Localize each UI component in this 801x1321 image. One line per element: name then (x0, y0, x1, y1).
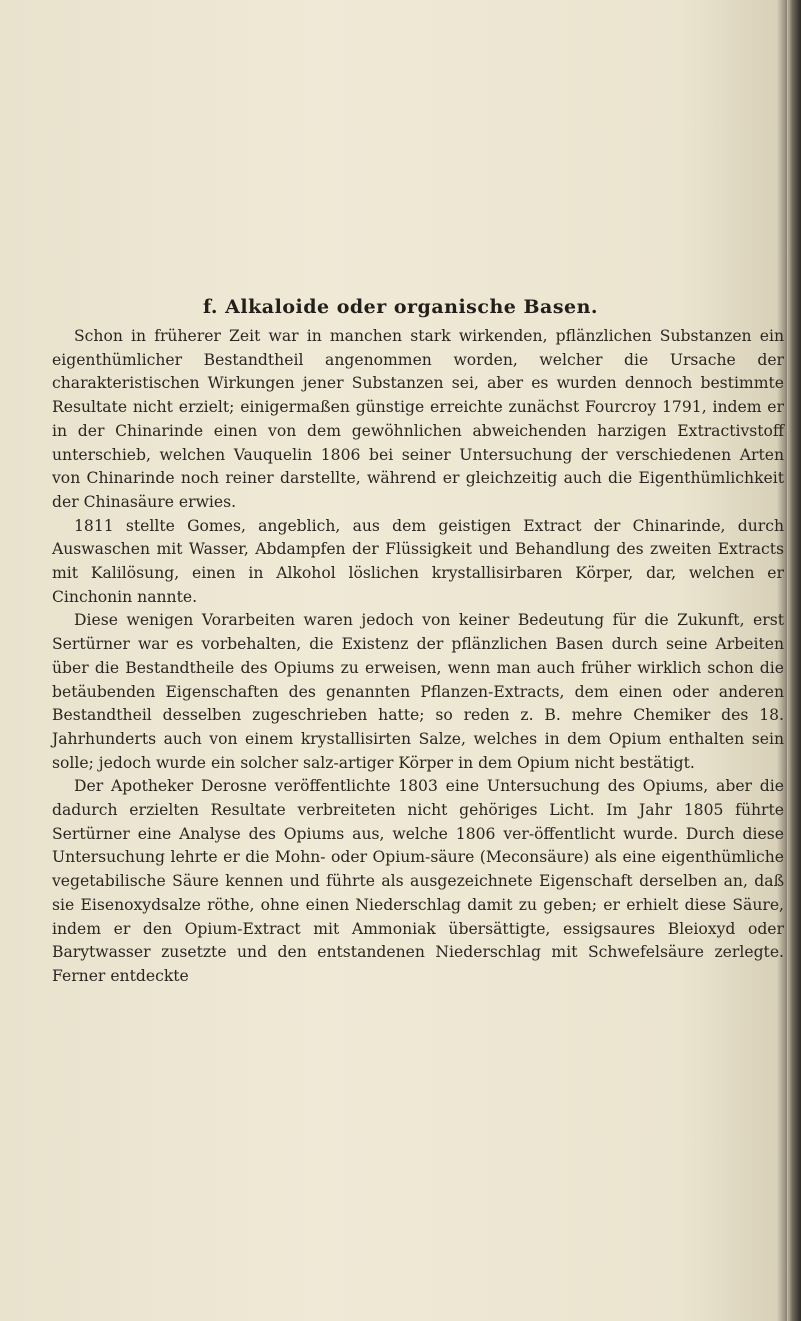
section-heading: f. Alkaloide oder organische Basen. (202, 296, 599, 318)
paragraph: Diese wenigen Vorarbeiten waren jedoch von keiner Bedeutung für die Zukunft, erst Sertürner war es vorbehalten, die Existenz der pflänzlichen Basen durch seine Arbeiten über die Bestandtheile des Opiums zu erweisen, wenn man auch früher wirklich schon die betäubenden Eigenschaften des genannten Pflanzen-Extracts, dem einen oder anderen Bestandtheil desselben zugeschrieben hatte; so reden z. B. mehre Chemiker des 18. Jahrhunderts auch von einem krystallisirten Salze, welches in dem Opium enthalten sein solle; jedoch wurde ein solcher salz-artiger Körper in dem Opium nicht bestätigt. (52, 611, 784, 772)
paragraph: 1811 stellte Gomes, angeblich, aus dem geistigen Extract der Chinarinde, durch Auswaschen mit Wasser, Abdampfen der Flüssigkeit und Behandlung des zweiten Extracts mit Kalilösung, einen in Alkohol löslichen krystallisirbaren Körper, dar, welchen er Cinchonin nannte. (52, 516, 784, 606)
paragraph: Schon in früherer Zeit war in manchen stark wirkenden, pflänzlichen Substanzen ein eigenthümlicher Bestandtheil angenommen worden, welcher die Ursache der charakteristischen Wirkungen jener Substanzen sei, aber es wurden dennoch bestimmte Resultate nicht erzielt; einigermaßen günstige erreichte zunächst Fourcroy 1791, indem er in der Chinarinde einen von dem gewöhnlichen abweichenden harzigen Extractivstoff unterschieb, welchen Vauquelin 1806 bei seiner Untersuchung der verschiedenen Arten von Chinarinde noch reiner darstellte, während er gleichzeitig auch die Eigenthümlichkeit der Chinasäure erwies. (52, 327, 784, 511)
body-text (52, 325, 784, 989)
paragraph: Der Apotheker Derosne veröffentlichte 1803 eine Untersuchung des Opiums, aber die dadurch erzielten Resultate verbreiteten nicht gehöriges Licht. Im Jahr 1805 führte Sertürner eine Analyse des Opiums aus, welche 1806 ver-öffentlicht wurde. Durch diese Untersuchung lehrte er die Mohn- oder Opium-säure (Meconsäure) als eine eigenthümliche vegetabilische Säure kennen und führte als ausgezeichnete Eigenschaft derselben an, daß sie Eisenoxydsalze röthe, ohne einen Niederschlag damit zu geben; er erhielt diese Säure, indem er den Opium-Extract mit Ammoniak übersättigte, essigsaures Bleioxyd oder Barytwasser zusetzte und den entstandenen Niederschlag mit Schwefelsäure zerlegte. Ferner entdeckte (52, 777, 784, 985)
page-edge-shadow (787, 0, 801, 1321)
